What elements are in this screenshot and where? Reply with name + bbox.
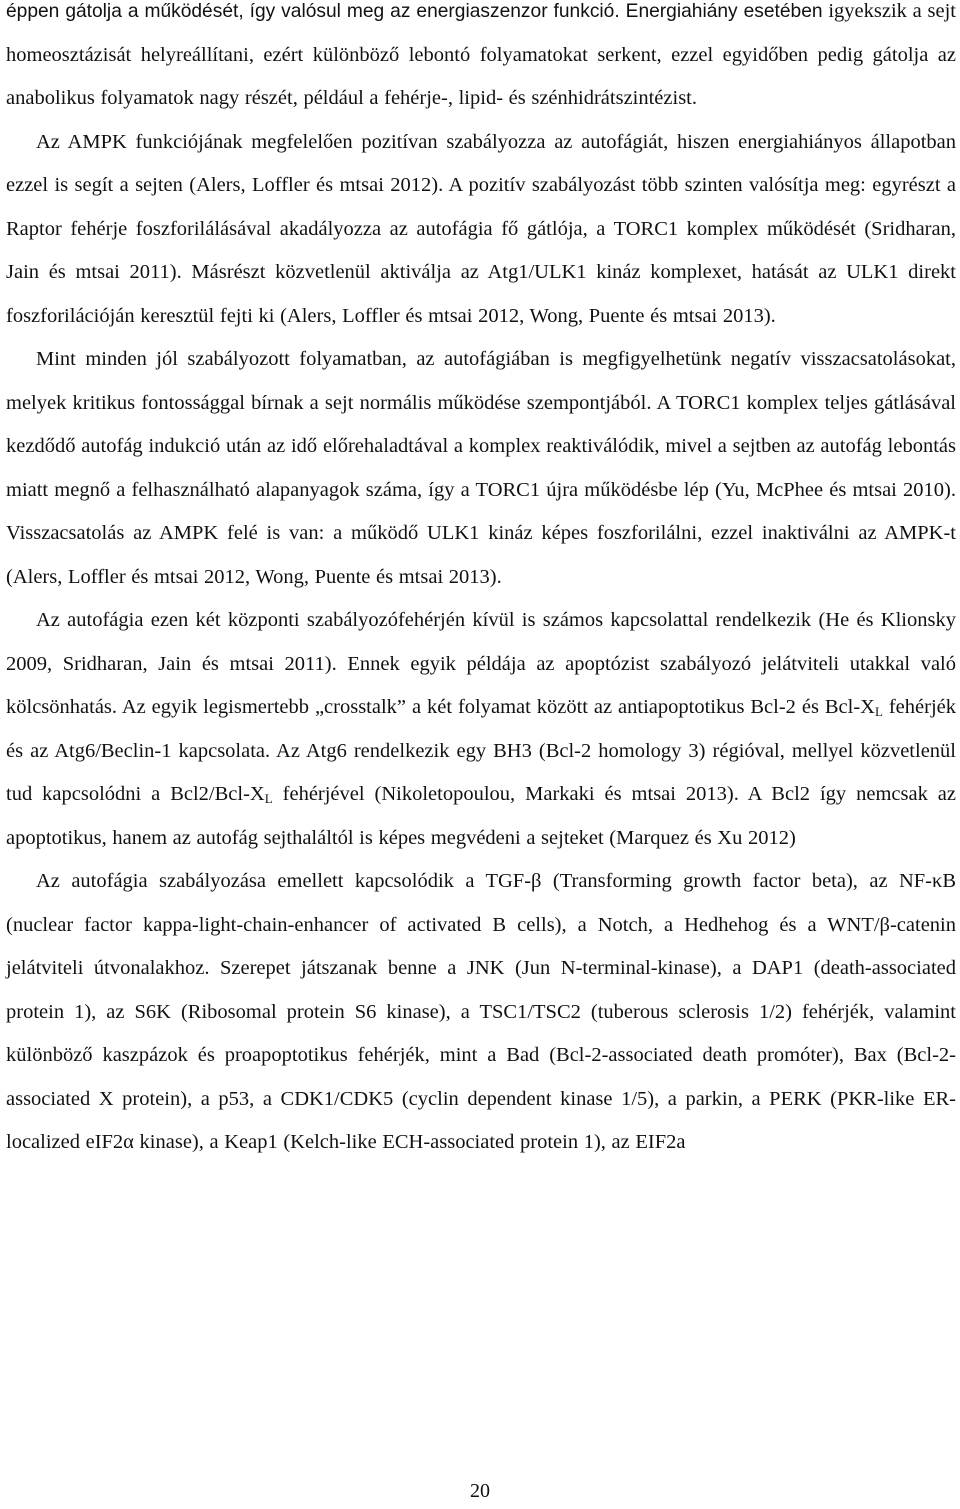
subscript-l: L bbox=[874, 704, 883, 719]
paragraph-signaling: Az autofágia szabályozása emellett kapcsolódik a TGF-β (Transforming growth factor beta), az NF-κB (nuclear factor kappa-light-chain-enhancer of activated B cells), a Notch, a Hedhehog és a WNT/β-catenin jelátviteli útvonalakhoz. Szerepet játszanak benne a JNK (Jun N-terminal-kinase), a DAP1 (death-associated protein 1), az S6K (Ribosomal protein S6 kinase), a TSC1/TSC2 (tuberous sclerosis 1/2) fehérjék, valamint különböző kaszpázok és proapoptotikus fehérjék, mint a Bad (Bcl-2-associated death promóter), Bax (Bcl-2-associated X protein), a p53, a CDK1/CDK5 (cyclin dependent kinase 1/5), a parkin, a PERK (PKR-like ER-localized eIF2α kinase), a Keap1 (Kelch-like ECH-associated protein 1), az EIF2a bbox=[6, 870, 956, 1153]
paragraph-feedback: Mint minden jól szabályozott folyamatban, az autofágiában is megfigyelhetünk negatív visszacsatolásokat, melyek kritikus fontossággal bírnak a sejt normális működése szempontjából. A TORC1 komplex teljes gátlásával kezdődő autofág indukció után az idő előrehaladtával a komplex reaktiválódik, mivel a sejtben az autofág lebontás miatt megnő a felhasználható alapanyagok száma, így a TORC1 újra működésbe lép (Yu, McPhee és mtsai 2010). Visszacsatolás az AMPK felé is van: a működő ULK1 kináz képes foszforilálni, ezzel inaktiválni az AMPK-t (Alers, Loffler és mtsai 2012, Wong, Puente és mtsai 2013). bbox=[6, 348, 956, 588]
subscript-l: L bbox=[264, 791, 273, 806]
page-number: 20 bbox=[470, 1480, 490, 1502]
paragraph-ampk: Az AMPK funkciójának megfelelően pozitívan szabályozza az autofágiát, hiszen energiahiányos állapotban ezzel is segít a sejten (Alers, Loffler és mtsai 2012). A pozitív szabályozást több szinten valósítja meg: egyrészt a Raptor fehérje foszforilálásával akadályozza az autofágia fő gátlója, a TORC1 komplex működését (Sridharan, Jain és mtsai 2011). Másrészt közvetlenül aktiválja az Atg1/ULK1 kináz komplexet, hatását az ULK1 direkt foszforilációján keresztül fejti ki (Alers, Loffler és mtsai 2012, Wong, Puente és mtsai 2013). bbox=[6, 130, 956, 327]
paragraph-energy-sensor bbox=[6, 0, 956, 121]
paragraph-crosstalk-part-3: fehérjével (Nikoletopoulou, Markaki és mtsai 2013). A Bcl2 így nemcsak az apoptotikus, hanem az autofág sejthaláltól is képes megvédeni a sejteket (Marquez és Xu 2012) bbox=[6, 783, 956, 849]
document-body bbox=[6, 0, 956, 1165]
paragraph-crosstalk bbox=[6, 599, 956, 860]
paragraph-rest: igyekszik a sejt homeosztázisát helyreállítani, ezért különböző lebontó folyamatokat serkent, ezzel egyidőben pedig gátolja az anabolikus folyamatok nagy részét, például a fehérje-, lipid- és szénhidrátszintézist. bbox=[6, 0, 956, 109]
paragraph-first-line: éppen gátolja a működését, így valósul meg az energiaszenzor funkció. Energiahiány esetében bbox=[6, 1, 823, 22]
paragraph-crosstalk-part-2: fehérjék és az Atg6/Beclin-1 kapcsolata. Az Atg6 rendelkezik egy BH3 (Bcl-2 homology 3) régióval, mellyel közvetlenül tud kapcsolódni a Bcl2/Bcl-X bbox=[6, 696, 956, 805]
paragraph-crosstalk-part-1: Az autofágia ezen két központi szabályozófehérjén kívül is számos kapcsolattal rendelkezik (He és Klionsky 2009, Sridharan, Jain és mtsai 2011). Ennek egyik példája az apoptózist szabályozó jelátviteli utakkal való kölcsönhatás. Az egyik legismertebb „crosstalk” a két folyamat között az antiapoptotikus Bcl-2 és Bcl-X bbox=[6, 609, 956, 718]
